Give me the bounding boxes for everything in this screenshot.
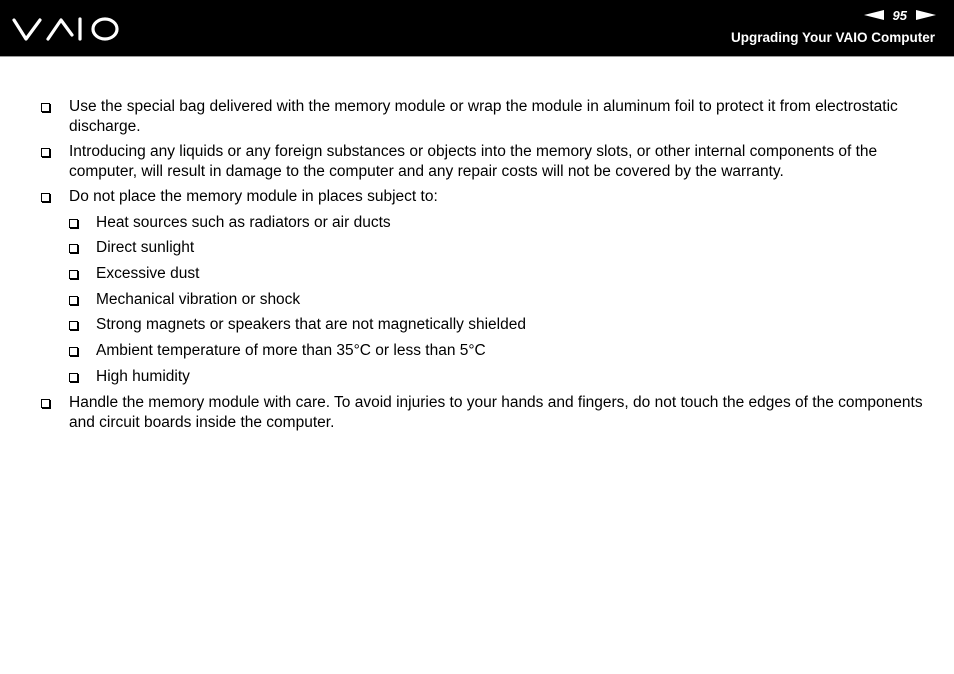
checkbox-bullet-icon (69, 347, 78, 356)
section-title: Upgrading Your VAIO Computer (730, 30, 935, 45)
checkbox-bullet-icon (41, 103, 50, 112)
page-number: 95 (892, 7, 907, 23)
checkbox-bullet-icon (69, 219, 78, 228)
vaio-logo (12, 15, 122, 43)
checkbox-bullet-icon (69, 296, 78, 305)
page-navigator (864, 7, 936, 23)
checkbox-bullet-icon (41, 193, 50, 202)
checkbox-bullet-icon (41, 399, 50, 408)
checkbox-bullet-icon (69, 321, 78, 330)
checkbox-bullet-icon (69, 244, 78, 253)
page-header (0, 0, 954, 57)
next-page-arrow-icon[interactable] (916, 10, 936, 20)
checkbox-bullet-icon (69, 373, 78, 382)
checkbox-bullet-icon (41, 148, 50, 157)
checkbox-bullet-icon (69, 270, 78, 279)
previous-page-arrow-icon[interactable] (864, 10, 884, 20)
